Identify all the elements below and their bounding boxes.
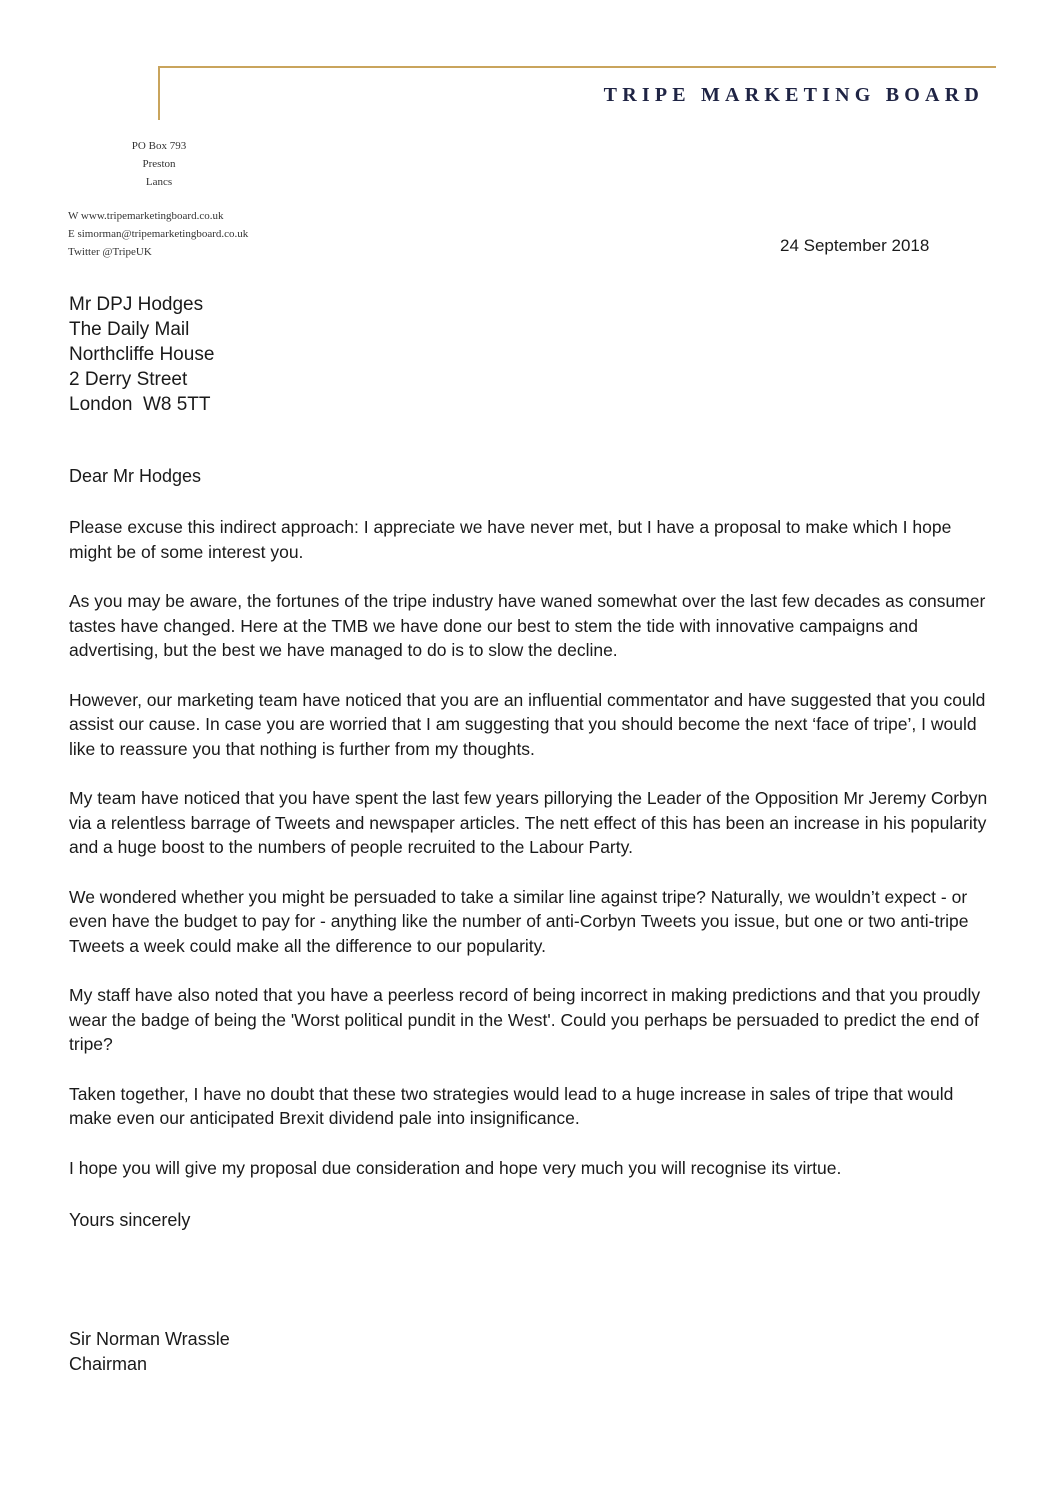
signature-block [69, 1327, 230, 1377]
signer-name: Sir Norman Wrassle [69, 1329, 230, 1349]
body-paragraph: As you may be aware, the fortunes of the tripe industry have waned somewhat over the last few decades as consumer tastes have changed. Here at the TMB we have done our best to stem the tide with innovative campaigns and advertising, but the best we have managed to do is to slow the decline. [69, 591, 986, 660]
recipient-line: Northcliffe House [69, 344, 215, 365]
twitter-line: Twitter @TripeUK [68, 246, 152, 258]
body-paragraph: Please excuse this indirect approach: I appreciate we have never met, but I have a proposal to make which I hope might be of some interest you. [69, 517, 952, 562]
signer-title: Chairman [69, 1354, 148, 1374]
body-paragraph: We wondered whether you might be persuaded to take a similar line against tripe? Naturally, we wouldn’t expect - or even have the budget to pay for - anything like the number of anti-Corbyn Tweets you issue, but one or two anti-tripe Tweets a week could make all the difference to our popularity. [69, 886, 969, 956]
body-paragraph: My team have noticed that you have spent the last few years pillorying the Leader of the Opposition Mr Jeremy Corbyn via a relentless barrage of Tweets and newspaper articles. The nett effect of this has been an increase in his popularity and a huge boost to the numbers of people recruited to the Labour Party. [69, 788, 988, 857]
postal-line: Lancs [145, 176, 173, 188]
body-paragraph: My staff have also noted that you have a peerless record of being incorrect in making predictions and that you proudly wear the badge of being the 'Worst political pundit in the West'. Could you perhaps be persuaded to predict the end of tripe? [69, 985, 981, 1054]
body-paragraph: However, our marketing team have noticed that you are an influential commentator and have suggested that you could assist our cause. In case you are worried that I am suggesting that you should become the next ‘face of tripe’, I would like to reassure you that nothing is further from my thoughts. [69, 689, 986, 759]
recipient-address [69, 292, 214, 417]
postal-line: Preston [142, 158, 176, 170]
salutation: Dear Mr Hodges [69, 466, 202, 486]
letterhead-rule-horizontal [158, 66, 996, 68]
recipient-line: London W8 5TT [69, 394, 211, 415]
body-paragraph: Taken together, I have no doubt that these two strategies would lead to a huge increase in sales of tripe that would make even our anticipated Brexit dividend pale into insignificance. [69, 1083, 954, 1128]
letter-date: 24 September 2018 [780, 236, 930, 255]
body-paragraph: I hope you will give my proposal due consideration and hope very much you will recognise its virtue. [69, 1157, 842, 1178]
postal-address [110, 137, 208, 191]
email-line: E simorman@tripemarketingboard.co.uk [68, 228, 249, 240]
letter-body [69, 515, 994, 1205]
website-line: W www.tripemarketingboard.co.uk [68, 210, 224, 222]
contact-details [68, 207, 248, 261]
letterhead-rule-vertical [158, 66, 160, 120]
closing: Yours sincerely [69, 1210, 191, 1230]
postal-line: PO Box 793 [131, 140, 187, 152]
organization-name: TRIPE MARKETING BOARD [603, 84, 984, 106]
recipient-line: 2 Derry Street [69, 369, 188, 390]
recipient-line: The Daily Mail [69, 319, 190, 340]
recipient-line: Mr DPJ Hodges [69, 294, 204, 315]
